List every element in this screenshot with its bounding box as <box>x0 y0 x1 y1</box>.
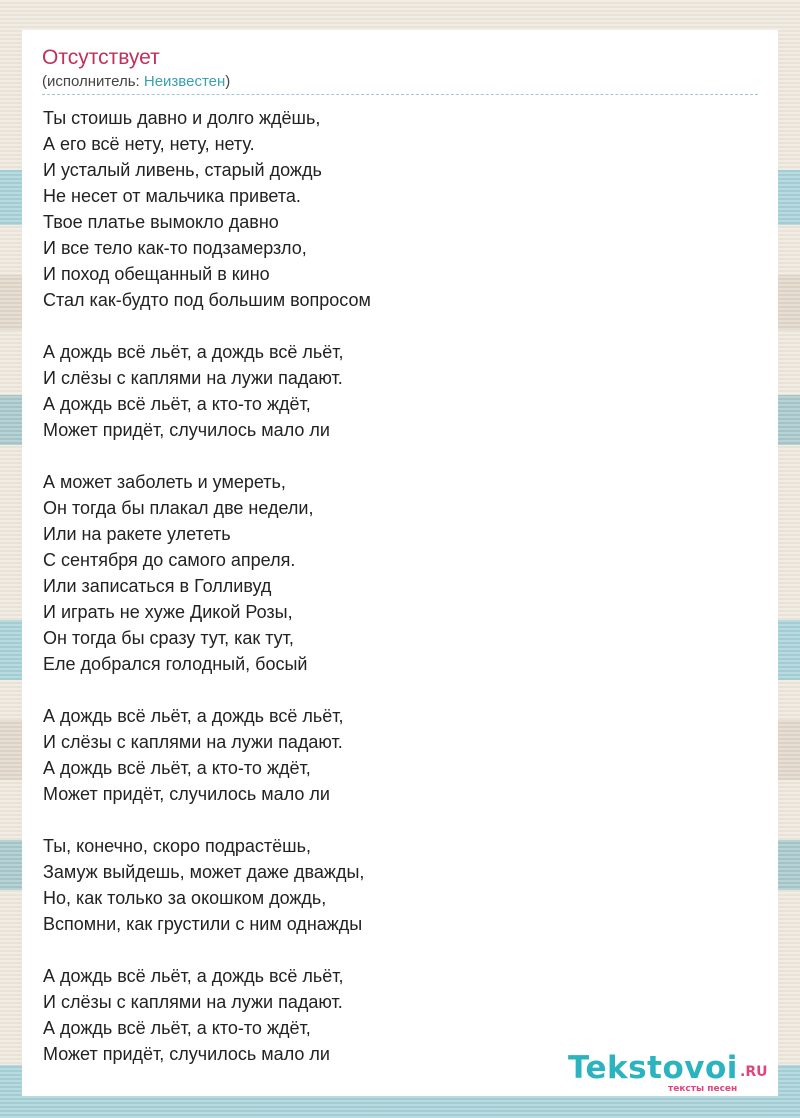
lyric-line: Он тогда бы сразу тут, как тут, <box>43 628 294 648</box>
lyric-line: А его всё нету, нету, нету. <box>43 134 255 154</box>
stanza <box>43 105 371 313</box>
lyric-line: И все тело как-то подзамерзло, <box>43 238 307 258</box>
lyric-line: Стал как-будто под большим вопросом <box>43 290 371 310</box>
artist-line <box>42 73 758 95</box>
lyric-line: Ты, конечно, скоро подрастёшь, <box>43 836 311 856</box>
lyric-line: Не несет от мальчика привета. <box>43 186 301 206</box>
lyric-line: Вспомни, как грустили с ним однажды <box>43 914 363 934</box>
artist-suffix: ) <box>225 73 231 90</box>
lyric-line: А может заболеть и умереть, <box>43 472 286 492</box>
lyric-line: Или на ракете улететь <box>43 524 231 544</box>
lyric-line: И усталый ливень, старый дождь <box>43 160 322 180</box>
lyric-line: А дождь всё льёт, а дождь всё льёт, <box>43 966 344 986</box>
lyrics-body <box>43 105 371 1093</box>
lyric-line: С сентября до самого апреля. <box>43 550 296 570</box>
artist-prefix: (исполнитель: <box>42 73 144 90</box>
lyric-line: Он тогда бы плакал две недели, <box>43 498 314 518</box>
lyric-line: Еле добрался голодный, босый <box>43 654 308 674</box>
logo-tagline: тексты песен <box>668 1084 738 1094</box>
lyric-line: А дождь всё льёт, а дождь всё льёт, <box>43 342 344 362</box>
lyric-line: Или записаться в Голливуд <box>43 576 272 596</box>
lyric-line: Замуж выйдешь, может даже дважды, <box>43 862 365 882</box>
lyric-line: Но, как только за окошком дождь, <box>43 888 327 908</box>
logo-tld: .RU <box>740 1064 768 1080</box>
stanza <box>43 963 371 1067</box>
lyric-line: Ты стоишь давно и долго ждёшь, <box>43 108 321 128</box>
lyric-line: Может придёт, случилось мало ли <box>43 784 330 804</box>
lyric-line: И слёзы с каплями на лужи падают. <box>43 368 343 388</box>
lyric-line: Может придёт, случилось мало ли <box>43 1044 330 1064</box>
stanza <box>43 469 371 677</box>
lyric-line: А дождь всё льёт, а дождь всё льёт, <box>43 706 344 726</box>
lyric-line: И слёзы с каплями на лужи падают. <box>43 992 343 1012</box>
stanza <box>43 833 371 937</box>
lyric-line: И слёзы с каплями на лужи падают. <box>43 732 343 752</box>
tekstovoi-logo[interactable] <box>568 1050 773 1092</box>
stanza <box>43 703 371 807</box>
lyric-line: Твое платье вымокло давно <box>43 212 279 232</box>
artist-link[interactable]: Неизвестен <box>143 73 226 90</box>
lyric-line: И играть не хуже Дикой Розы, <box>43 602 293 622</box>
lyric-line: Может придёт, случилось мало ли <box>43 420 330 440</box>
lyric-line: А дождь всё льёт, а кто-то ждёт, <box>43 1018 311 1038</box>
lyric-line: А дождь всё льёт, а кто-то ждёт, <box>43 758 311 778</box>
stanza <box>43 339 371 443</box>
lyric-line: И поход обещанный в кино <box>43 264 270 284</box>
lyrics-sheet <box>22 30 778 1096</box>
logo-word: Tekstovoi <box>568 1050 738 1086</box>
song-title: Отсутствует <box>42 46 160 69</box>
lyric-line: А дождь всё льёт, а кто-то ждёт, <box>43 394 311 414</box>
